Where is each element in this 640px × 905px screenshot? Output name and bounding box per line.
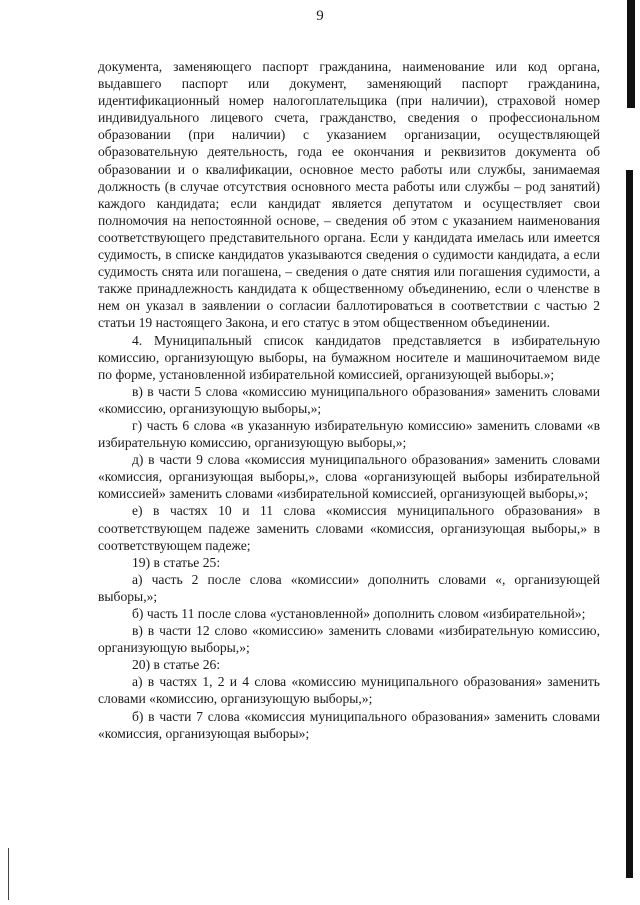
scan-edge-bar xyxy=(627,0,635,108)
paragraph: д) в части 9 слова «комиссия муниципального образования» заменить словами «комиссия, организующая выборы,», слова «организующей выборы избирательной комиссией» заменить словами «избирательной комиссией, организующей выборы,»; xyxy=(98,452,600,502)
paragraph: б) часть 11 после слова «установленной» дополнить словом «избирательной»; xyxy=(132,606,586,621)
paragraph: б) в части 7 слова «комиссия муниципального образования» заменить словами «комиссия, организующая выборы»; xyxy=(98,708,600,741)
scan-edge-bar xyxy=(626,170,633,878)
document-body xyxy=(98,58,600,742)
page-number: 9 xyxy=(316,8,324,24)
paragraph: г) часть 6 слова «в указанную избирательную комиссию» заменить словами «в избирательную комиссию, организующую выборы,»; xyxy=(98,417,600,451)
paragraph: документа, заменяющего паспорт гражданина, наименование или код органа, выдавшего паспорт или документ, заменяющий паспорт гражданина, идентификационный номер налогоплательщика (при наличии), страховой номер индивидуального лицевого счета, гражданство, сведения о профессиональном образовании (при наличии) с указанием организации, осуществляющей образовательную деятельность, года ее окончания и реквизитов документа об образовании и о квалификации, основное место работы или службы, занимаемая должность (в случае отсутствия основного места работы или службы – род занятий) каждого кандидата; если кандидат является депутатом и осуществляет свои полномочия на непостоянной основе, – сведения об этом с указанием наименования соответствующего представительного органа. Если у кандидата имелась или имеется судимость, в списке кандидатов указываются сведения о судимости кандидата, а если судимость снята или погашена, – сведения о дате снятия или погашения судимости, а также принадлежность кандидата к общественному объединению, если о членстве в нем он указал в заявлении о согласии баллотироваться в соответствии с частью 2 статьи 19 настоящего Закона, и его статус в этом общественном объединении. xyxy=(98,59,600,331)
paragraph: в) в части 12 слово «комиссию» заменить словами «избирательную комиссию, организующую выборы,»; xyxy=(98,623,600,656)
paragraph: в) в части 5 слова «комиссию муниципального образования» заменить словами «комиссию, организующую выборы,»; xyxy=(98,383,600,416)
scan-margin-mark xyxy=(8,848,9,900)
paragraph: а) в частях 1, 2 и 4 слова «комиссию муниципального образования» заменить словами «комиссию, организующую выборы,»; xyxy=(98,674,600,707)
paragraph: 4. Муниципальный список кандидатов представляется в избирательную комиссию, организующую выборы, на бумажном носителе и машиночитаемом виде по форме, установленной избирательной комиссией, организующей выборы.»; xyxy=(98,332,600,382)
paragraph: а) часть 2 после слова «комиссии» дополнить словами «, организующей выборы,»; xyxy=(98,571,600,604)
paragraph: е) в частях 10 и 11 слова «комиссия муниципального образования» в соответствующем падеже заменить словами «комиссия, организующая выборы,» в соответствующем падеже; xyxy=(98,503,600,553)
paragraph: 19) в статье 25: xyxy=(132,554,221,570)
paragraph: 20) в статье 26: xyxy=(132,657,221,673)
